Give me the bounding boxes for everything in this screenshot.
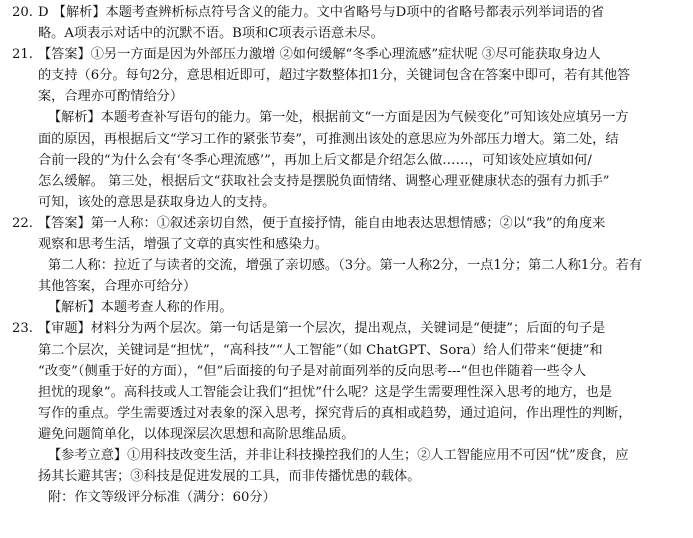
answer-line: 的支持（6分。每句2分，意思相近即可，超过字数整体扣1分，关键词包含在答案中即可，若有其他答: [38, 68, 631, 84]
reference-line: 【参考立意】①用科技改变生活，并非让科技操控我们的人生；②人工智能应用不可因“忧”废食，应: [48, 447, 629, 463]
text-line: D 【解析】本题考查辨析标点符号含义的能力。文中省略号与D项中的省略号都表示列举词语的省: [38, 5, 605, 20]
question-number: 22.: [12, 215, 33, 231]
reference-line: 扬其长避其害；③科技是促进发展的工具，而非传播忧患的载体。: [38, 469, 421, 485]
analysis-line: 可知，该处的意思是获取身边人的支持。: [38, 194, 276, 210]
answer-line: 其他答案，合理亦可给分）: [38, 279, 197, 295]
question-21: [12, 44, 685, 213]
answer-line: 观察和思考生活，增强了文章的真实性和感染力。: [38, 237, 329, 253]
appendix-line: 附：作文等级评分标准（满分：60分）: [48, 490, 276, 506]
review-line: 担忧的现象”。高科技或人工智能会让我们“担忧”什么呢？这是学生需要理性深入思考的地方，也是: [38, 384, 613, 400]
analysis-line: 面的原因，再根据后文“学习工作的紧张节奏”，可推测出该处的意思应为外部压力增大。第二处，结: [38, 131, 619, 147]
analysis-line: 【解析】本题考查人称的作用。: [48, 300, 233, 316]
answer-line: 【答案】第一人称：①叙述亲切自然，便于直接抒情，能自由地表达思想情感；②以“我”的角度来: [38, 215, 606, 231]
analysis-line: 合前一段的“为什么会有‘冬季心理流感’”，再加上后文都是介绍怎么做……，可知该处应填如何/: [38, 152, 592, 168]
analysis-line: 【解析】本题考查补写语句的能力。第一处，根据前文“一方面是因为气候变化”可知该处应填另一方: [48, 110, 629, 126]
question-23: [12, 318, 685, 508]
answer-line: 案，合理亦可酌情给分）: [38, 89, 184, 105]
text-line: 略。A项表示对话中的沉默不语。B项和C项表示语意未尽。: [38, 26, 384, 42]
review-line: 第二个层次，关键词是“担忧”，“高科技”“人工智能”（如 ChatGPT、Sora）给人们带来“便捷”和: [38, 342, 603, 358]
question-number: 21.: [12, 47, 33, 63]
question-22: [12, 213, 685, 318]
answer-line: 【答案】①另一方面是因为外部压力激增 ②如何缓解“冬季心理流感”症状呢 ③尽可能获取身边人: [38, 47, 601, 63]
analysis-line: 怎么缓解。 第三处，根据后文“获取社会支持是摆脱负面情绪、调整心理亚健康状态的强有力抓手”: [38, 173, 610, 189]
question-number: 23.: [12, 321, 33, 337]
review-line: 【审题】材料分为两个层次。第一句话是第一个层次，提出观点，关键词是“便捷”；后面的句子是: [38, 321, 606, 337]
review-line: “改变”（侧重于好的方面），“但”后面接的句子是对前面列举的反向思考---“但也伴随着一些令人: [38, 363, 587, 379]
review-line: 写作的重点。学生需要透过对表象的深入思考，探究背后的真相或趋势，通过追问，作出理性的判断，: [38, 405, 632, 421]
question-number: 20.: [12, 5, 33, 20]
review-line: 避免问题简单化，以体现深层次思想和高阶思维品质。: [38, 426, 355, 442]
answer-line: 第二人称：拉近了与读者的交流，增强了亲切感。（3分。第一人称2分，一点1分；第二人称1分。若有: [48, 258, 643, 274]
question-20: [12, 2, 685, 44]
